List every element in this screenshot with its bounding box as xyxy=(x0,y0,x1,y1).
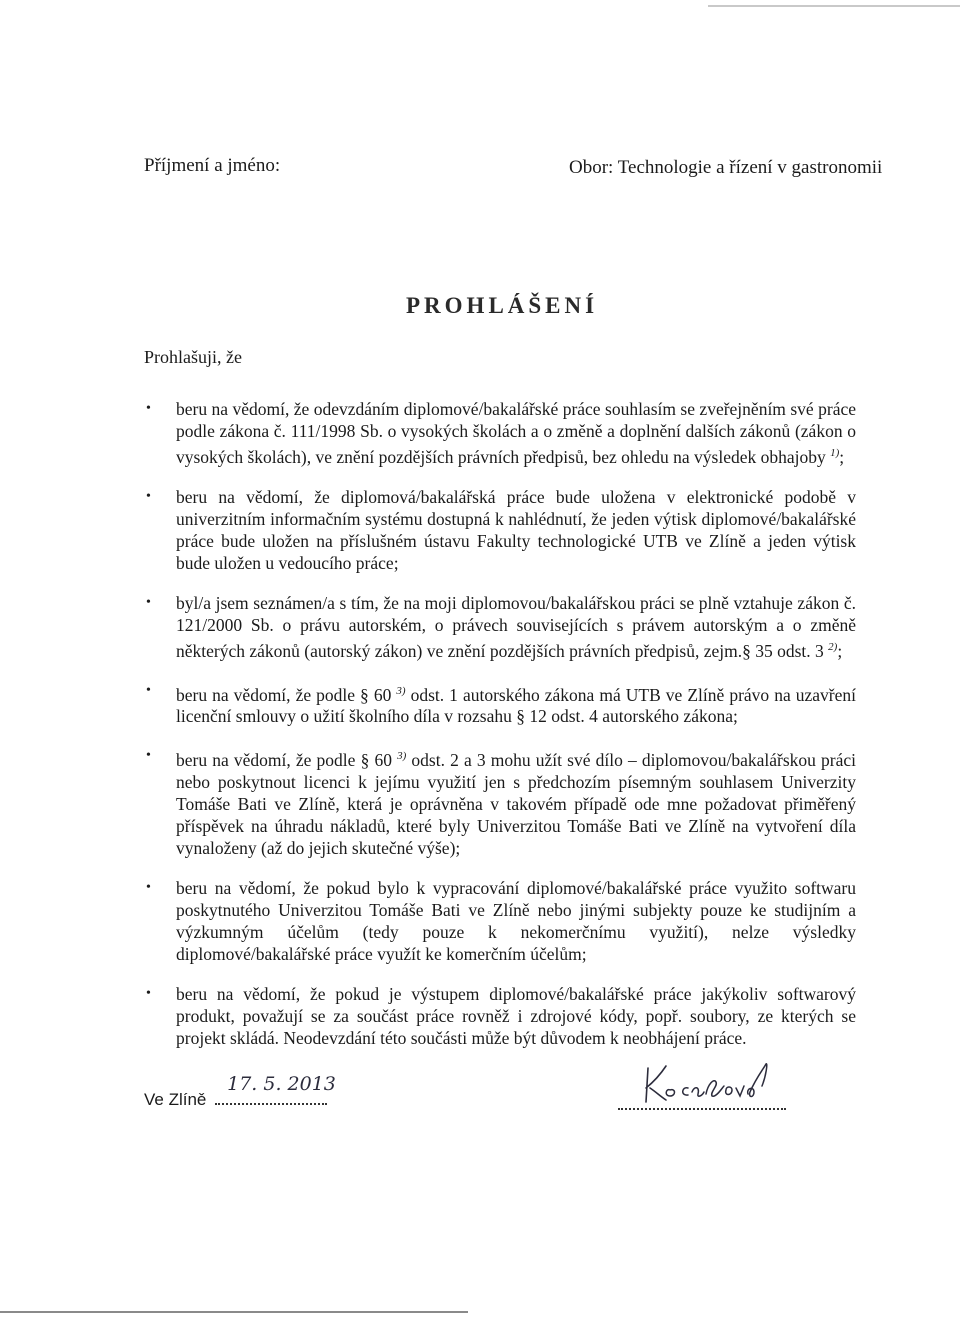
item-tail: ; xyxy=(837,640,843,661)
list-item xyxy=(144,486,856,574)
place-label: Ve Zlíně xyxy=(144,1090,207,1109)
item-text: beru na vědomí, že odevzdáním diplomové/bakalářské práce souhlasím se zveřejněním své práce podle zákona č. 111/1998 Sb. o vysokých školách a o změně a doplnění dalších zákonů (zákon o vysokých školách), ve znění pozdějších právních předpisů, bez ohledu na výsledek obhajoby xyxy=(176,399,856,467)
date-dotted-line xyxy=(215,1073,336,1105)
bullet-icon: • xyxy=(146,880,151,896)
bullet-icon: • xyxy=(146,401,151,416)
item-text: beru na vědomí, že pokud je výstupem diplomové/bakalářské práce jakýkoliv softwarový produkt, považují se za součást práce rovněž i zdrojové kódy, popř. soubory, ze kterých se projekt skládá. Neodevzdání této součásti může být důvodem k neobhájení práce. xyxy=(176,984,856,1049)
item-text: byl/a jsem seznámen/a s tím, že na moji diplomovou/bakalářskou práci se plně vztahuje zákon č. 121/2000 Sb. o právu autorském, o právech souvisejících s právem autorským a o změně některých zákonů (autorský zákon) ve znění pozdějších právních předpisů, zejm.§ 35 odst. 3 xyxy=(176,592,856,661)
footnote-ref: 3) xyxy=(396,684,406,697)
bullet-icon: • xyxy=(146,594,151,610)
item-tail: odst. 2 a 3 mohu užít své dílo – diplomovou/bakalářskou práci nebo poskytnout licenci k jejímu využití jen s předchozím písemným souhlasem Univerzity Tomáše Bati ve Zlíně, která je oprávněna v takovém případě ode mne požadovat přiměřený příspěvek na úhradu nákladů, které byly Univerzitou Tomáše Bati ve Zlíně na vytvoření díla vynaloženy (až do jejich skutečné výše); xyxy=(176,750,856,859)
item-text: beru na vědomí, že podle § 60 xyxy=(176,750,392,771)
item-text: beru na vědomí, že podle § 60 xyxy=(176,684,392,705)
declaration-list xyxy=(144,398,856,1067)
bullet-icon: • xyxy=(146,682,151,698)
list-item xyxy=(144,680,856,728)
item-tail: ; xyxy=(839,446,845,467)
item-text: beru na vědomí, že pokud bylo k vypracování diplomové/bakalářské práce využito softwaru poskytnutého Univerzitou Tomáše Bati ve Zlíně nebo jinými subjekty pouze ke studijním a výzkumným účelům (tedy pouze k nekomerčnímu využití), nelze výsledky diplomové/bakalářské práce využít ke komerčním účelům; xyxy=(176,878,856,965)
list-item xyxy=(144,592,856,662)
item-text: beru na vědomí, že diplomová/bakalářská práce bude uložena v elektronické podobě v univerzitním informačním systému dostupná k nahlédnutí, že jeden výtisk diplomové/bakalářské práce bude uložen na příslušném ústavu Fakulty technologické UTB ve Zlíně a jeden výtisk bude uložen u vedoucího práce; xyxy=(176,486,856,573)
list-item xyxy=(144,983,856,1049)
list-item xyxy=(144,745,856,859)
scan-edge-top xyxy=(708,5,960,7)
page-title: PROHLÁŠENÍ xyxy=(406,293,599,318)
signature-image xyxy=(640,1058,780,1108)
footnote-ref: 2) xyxy=(828,640,838,653)
bullet-icon: • xyxy=(146,748,151,764)
list-item xyxy=(144,877,856,965)
signature-dotted-line xyxy=(618,1108,786,1110)
footnote-ref: 3) xyxy=(397,750,407,763)
place-date-line xyxy=(144,1073,336,1110)
scan-edge-bottom xyxy=(0,1311,468,1313)
footnote-ref: 1) xyxy=(830,447,840,459)
intro-text: Prohlašuji, že xyxy=(144,347,242,367)
bullet-icon: • xyxy=(146,488,151,504)
bullet-icon: • xyxy=(146,986,151,1002)
field-of-study-label: Obor: Technologie a řízení v gastronomii xyxy=(569,157,883,178)
name-label: Příjmení a jméno: xyxy=(144,155,281,176)
item-tail: odst. 1 autorského zákona má UTB ve Zlíně právo na uzavření licenční smlouvy o užití školního díla v rozsahu § 12 odst. 4 autorského zákona; xyxy=(176,684,856,727)
handwritten-date: 17. 5. 2013 xyxy=(227,1073,336,1095)
list-item xyxy=(144,398,856,468)
